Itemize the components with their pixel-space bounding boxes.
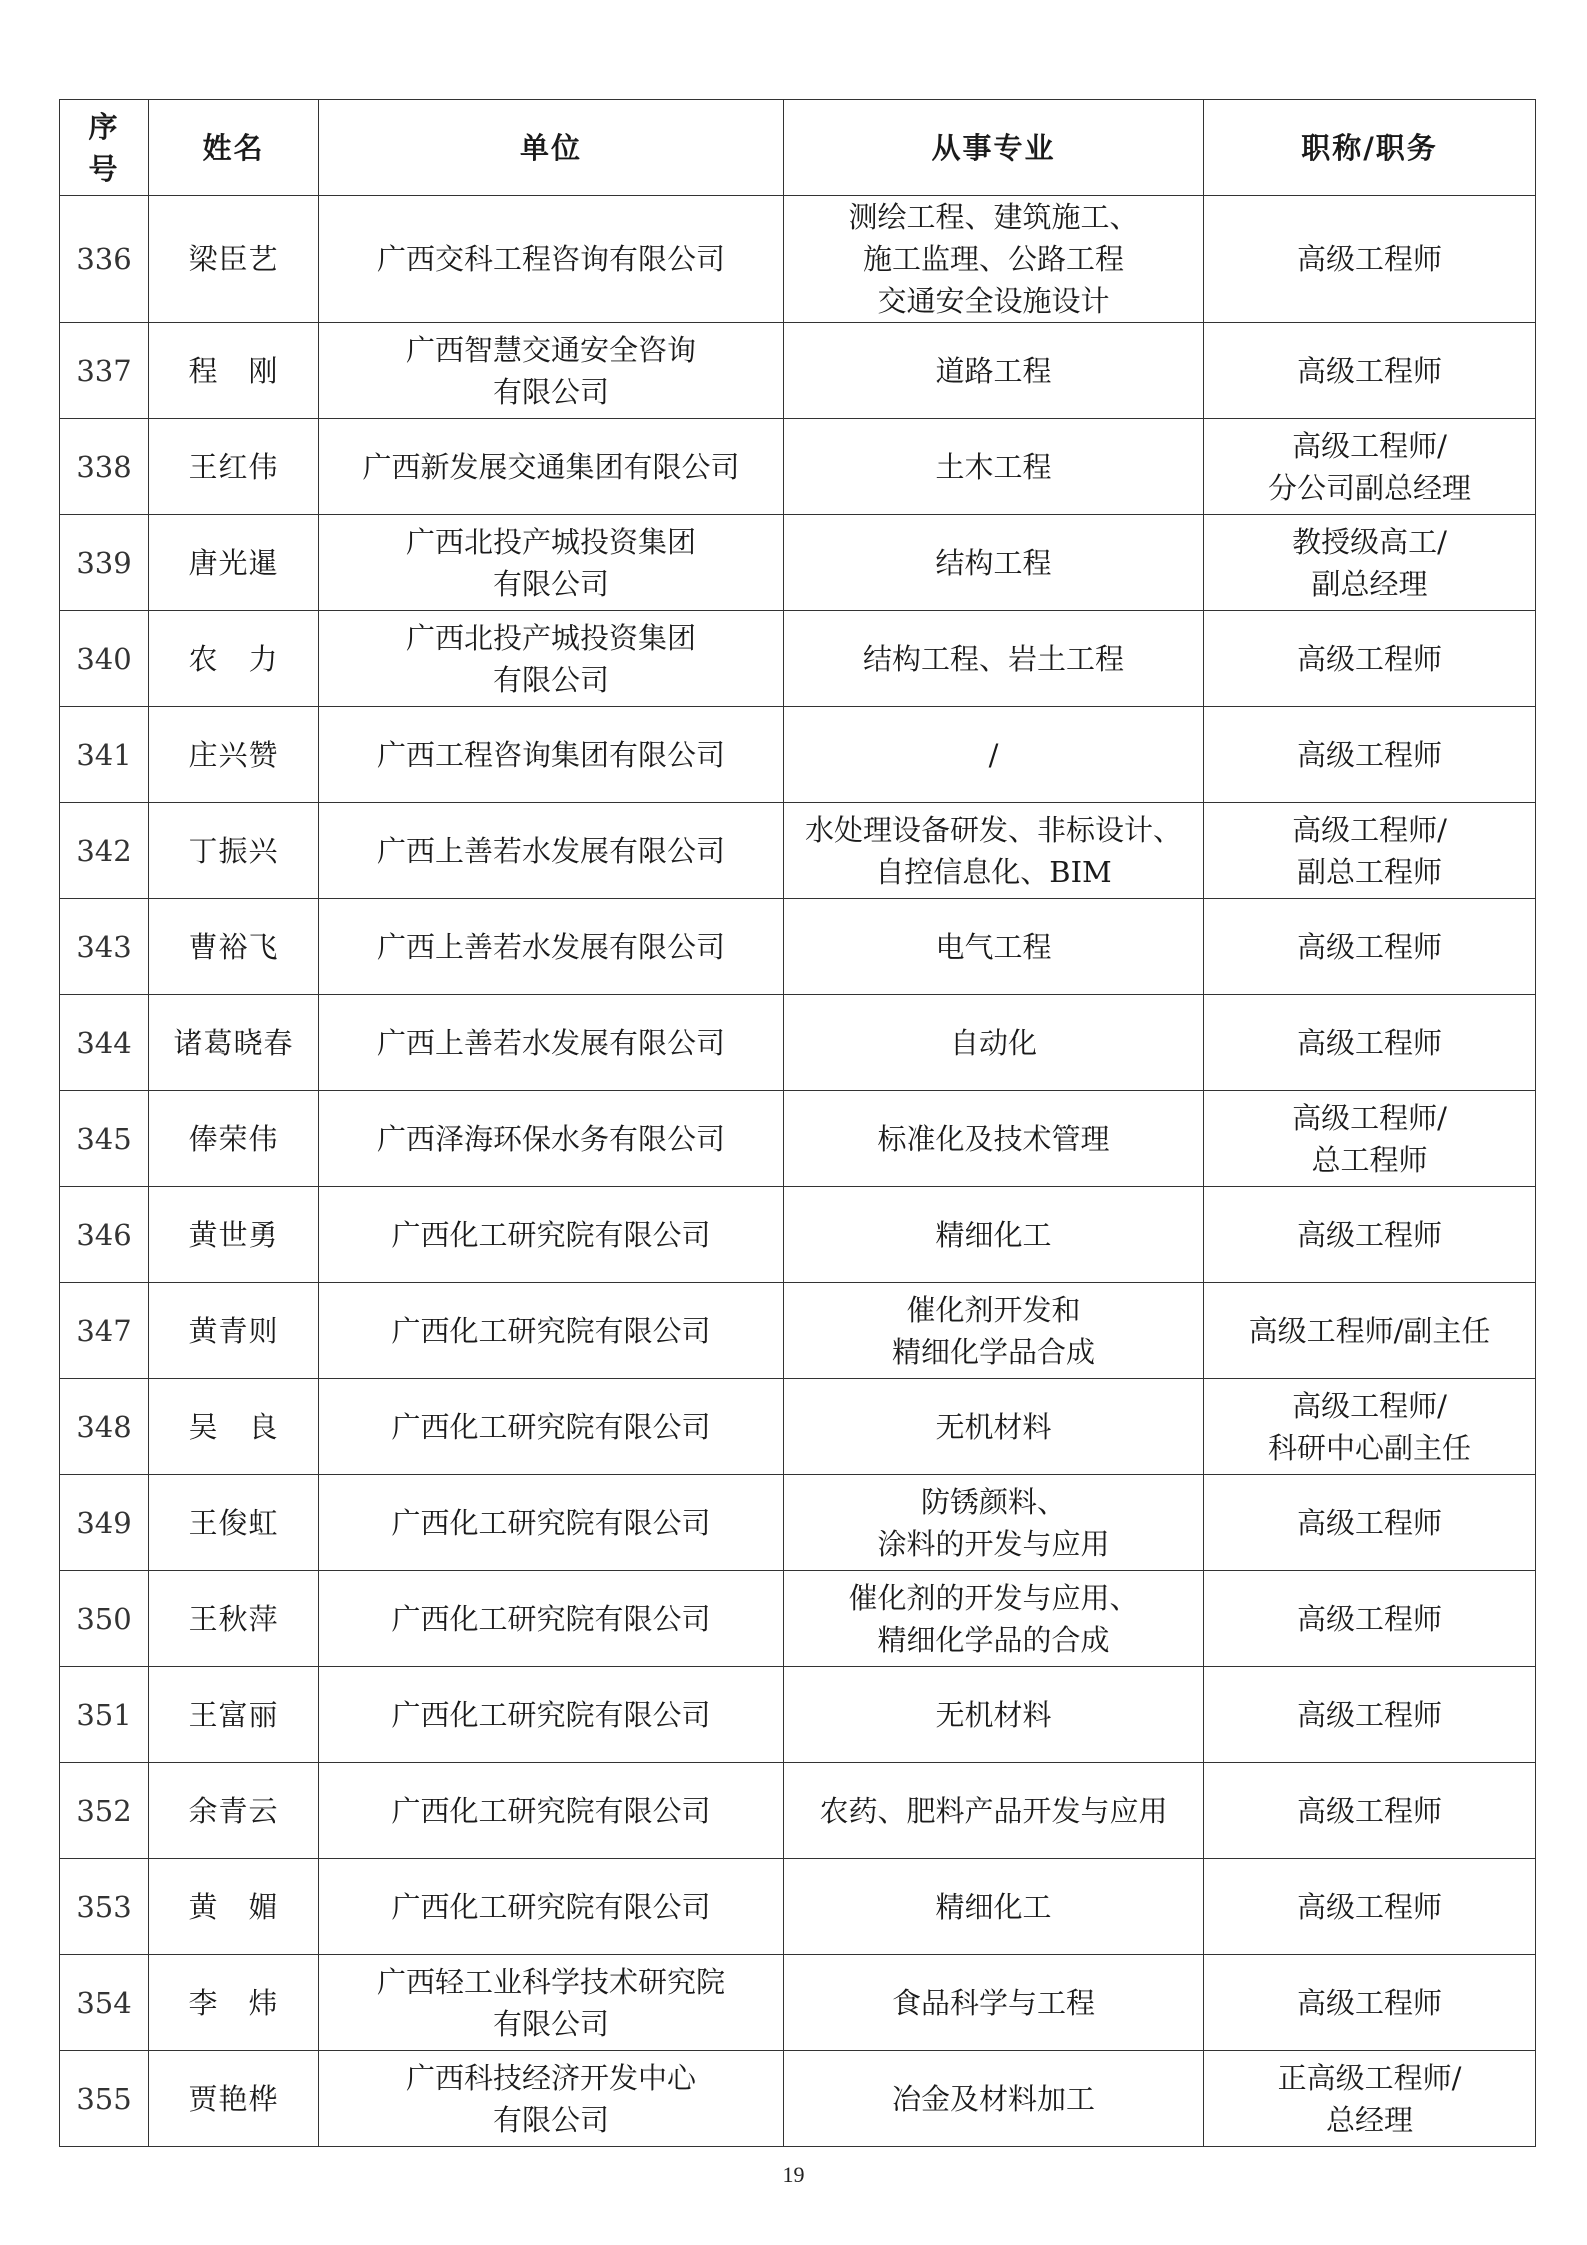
table-row [60, 995, 1536, 1091]
serial-number-cell: 349 [60, 1475, 149, 1571]
title-cell: 教授级高工/ 副总经理 [1204, 515, 1536, 611]
name-cell: 俸荣伟 [149, 1091, 319, 1187]
title-cell: 高级工程师/ 副总工程师 [1204, 803, 1536, 899]
serial-number-cell: 355 [60, 2051, 149, 2147]
serial-number-cell: 339 [60, 515, 149, 611]
name-cell: 黄世勇 [149, 1187, 319, 1283]
unit-cell: 广西智慧交通安全咨询 有限公司 [319, 323, 784, 419]
serial-number-cell: 348 [60, 1379, 149, 1475]
name-cell: 王俊虹 [149, 1475, 319, 1571]
title-cell: 高级工程师/ 分公司副总经理 [1204, 419, 1536, 515]
table-row [60, 1379, 1536, 1475]
name-cell: 李 炜 [149, 1955, 319, 2051]
table-row [60, 1187, 1536, 1283]
table-row [60, 196, 1536, 323]
title-cell: 高级工程师 [1204, 611, 1536, 707]
table-row [60, 1091, 1536, 1187]
unit-cell: 广西化工研究院有限公司 [319, 1571, 784, 1667]
table-row [60, 707, 1536, 803]
serial-number-cell: 344 [60, 995, 149, 1091]
name-cell: 黄 媚 [149, 1859, 319, 1955]
serial-number-cell: 337 [60, 323, 149, 419]
table-row [60, 419, 1536, 515]
major-cell: 农药、肥料产品开发与应用 [784, 1763, 1204, 1859]
name-cell: 王秋萍 [149, 1571, 319, 1667]
title-cell: 高级工程师 [1204, 323, 1536, 419]
serial-number-cell: 338 [60, 419, 149, 515]
name-cell: 王富丽 [149, 1667, 319, 1763]
name-cell: 梁臣艺 [149, 196, 319, 323]
unit-cell: 广西科技经济开发中心 有限公司 [319, 2051, 784, 2147]
major-cell: 无机材料 [784, 1379, 1204, 1475]
header-unit: 单位 [319, 100, 784, 196]
name-cell: 诸葛晓春 [149, 995, 319, 1091]
unit-cell: 广西上善若水发展有限公司 [319, 899, 784, 995]
serial-number-cell: 354 [60, 1955, 149, 2051]
unit-cell: 广西化工研究院有限公司 [319, 1667, 784, 1763]
table-row [60, 1859, 1536, 1955]
name-cell: 余青云 [149, 1763, 319, 1859]
table-row [60, 899, 1536, 995]
name-cell: 程 刚 [149, 323, 319, 419]
page-number: 19 [782, 2162, 805, 2187]
table-row [60, 323, 1536, 419]
title-cell: 高级工程师 [1204, 1955, 1536, 2051]
major-cell: 电气工程 [784, 899, 1204, 995]
table-row [60, 1955, 1536, 2051]
unit-cell: 广西化工研究院有限公司 [319, 1187, 784, 1283]
title-cell: 高级工程师 [1204, 995, 1536, 1091]
header-name: 姓名 [149, 100, 319, 196]
major-cell: 无机材料 [784, 1667, 1204, 1763]
serial-number-cell: 342 [60, 803, 149, 899]
unit-cell: 广西新发展交通集团有限公司 [319, 419, 784, 515]
name-cell: 丁振兴 [149, 803, 319, 899]
unit-cell: 广西北投产城投资集团 有限公司 [319, 611, 784, 707]
table-row [60, 1283, 1536, 1379]
name-cell: 曹裕飞 [149, 899, 319, 995]
major-cell: 精细化工 [784, 1859, 1204, 1955]
title-cell: 高级工程师 [1204, 1667, 1536, 1763]
major-cell: 食品科学与工程 [784, 1955, 1204, 2051]
unit-cell: 广西化工研究院有限公司 [319, 1763, 784, 1859]
table-header-row [60, 100, 1536, 196]
major-cell: 催化剂的开发与应用、 精细化学品的合成 [784, 1571, 1204, 1667]
unit-cell: 广西化工研究院有限公司 [319, 1379, 784, 1475]
title-cell: 高级工程师/ 总工程师 [1204, 1091, 1536, 1187]
header-serial-number: 序 号 [60, 100, 149, 196]
serial-number-cell: 341 [60, 707, 149, 803]
major-cell: 冶金及材料加工 [784, 2051, 1204, 2147]
unit-cell: 广西泽海环保水务有限公司 [319, 1091, 784, 1187]
serial-number-cell: 351 [60, 1667, 149, 1763]
major-cell: 自动化 [784, 995, 1204, 1091]
table-row [60, 803, 1536, 899]
title-cell: 高级工程师/ 科研中心副主任 [1204, 1379, 1536, 1475]
serial-number-cell: 340 [60, 611, 149, 707]
title-cell: 高级工程师 [1204, 1763, 1536, 1859]
header-major: 从事专业 [784, 100, 1204, 196]
unit-cell: 广西上善若水发展有限公司 [319, 803, 784, 899]
major-cell: 防锈颜料、 涂料的开发与应用 [784, 1475, 1204, 1571]
name-cell: 庄兴赞 [149, 707, 319, 803]
name-cell: 吴 良 [149, 1379, 319, 1475]
major-cell: 结构工程、岩土工程 [784, 611, 1204, 707]
serial-number-cell: 347 [60, 1283, 149, 1379]
major-cell: 催化剂开发和 精细化学品合成 [784, 1283, 1204, 1379]
table-row [60, 1571, 1536, 1667]
serial-number-cell: 346 [60, 1187, 149, 1283]
unit-cell: 广西工程咨询集团有限公司 [319, 707, 784, 803]
serial-number-cell: 336 [60, 196, 149, 323]
roster-table [59, 99, 1536, 2147]
table-row [60, 1667, 1536, 1763]
major-cell: 测绘工程、建筑施工、 施工监理、公路工程 交通安全设施设计 [784, 196, 1204, 323]
serial-number-cell: 345 [60, 1091, 149, 1187]
unit-cell: 广西轻工业科学技术研究院 有限公司 [319, 1955, 784, 2051]
title-cell: 高级工程师 [1204, 707, 1536, 803]
name-cell: 黄青则 [149, 1283, 319, 1379]
name-cell: 唐光暹 [149, 515, 319, 611]
unit-cell: 广西交科工程咨询有限公司 [319, 196, 784, 323]
unit-cell: 广西化工研究院有限公司 [319, 1283, 784, 1379]
title-cell: 高级工程师 [1204, 1187, 1536, 1283]
table-body [60, 196, 1536, 2147]
title-cell: 高级工程师 [1204, 1571, 1536, 1667]
serial-number-cell: 353 [60, 1859, 149, 1955]
unit-cell: 广西上善若水发展有限公司 [319, 995, 784, 1091]
title-cell: 高级工程师 [1204, 899, 1536, 995]
title-cell: 正高级工程师/ 总经理 [1204, 2051, 1536, 2147]
major-cell: 结构工程 [784, 515, 1204, 611]
name-cell: 贾艳桦 [149, 2051, 319, 2147]
unit-cell: 广西化工研究院有限公司 [319, 1475, 784, 1571]
header-title: 职称/职务 [1204, 100, 1536, 196]
serial-number-cell: 343 [60, 899, 149, 995]
major-cell: / [784, 707, 1204, 803]
serial-number-cell: 352 [60, 1763, 149, 1859]
title-cell: 高级工程师/副主任 [1204, 1283, 1536, 1379]
table-row [60, 1763, 1536, 1859]
name-cell: 农 力 [149, 611, 319, 707]
major-cell: 道路工程 [784, 323, 1204, 419]
table-row [60, 515, 1536, 611]
unit-cell: 广西化工研究院有限公司 [319, 1859, 784, 1955]
major-cell: 标准化及技术管理 [784, 1091, 1204, 1187]
title-cell: 高级工程师 [1204, 1859, 1536, 1955]
serial-number-cell: 350 [60, 1571, 149, 1667]
title-cell: 高级工程师 [1204, 196, 1536, 323]
title-cell: 高级工程师 [1204, 1475, 1536, 1571]
major-cell: 土木工程 [784, 419, 1204, 515]
table-row [60, 1475, 1536, 1571]
table-row [60, 611, 1536, 707]
table-row [60, 2051, 1536, 2147]
unit-cell: 广西北投产城投资集团 有限公司 [319, 515, 784, 611]
major-cell: 精细化工 [784, 1187, 1204, 1283]
name-cell: 王红伟 [149, 419, 319, 515]
major-cell: 水处理设备研发、非标设计、 自控信息化、BIM [784, 803, 1204, 899]
